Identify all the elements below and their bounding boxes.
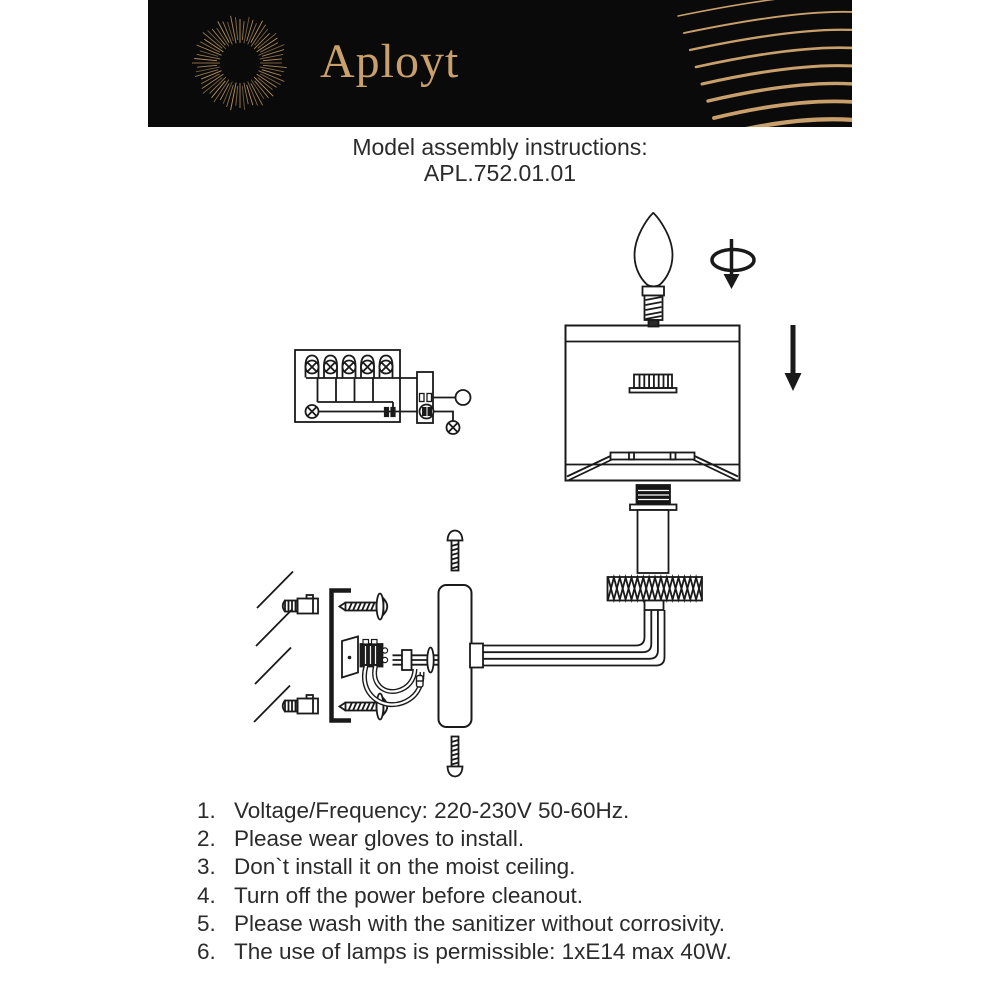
mounting-screw xyxy=(340,694,388,720)
instruction-item xyxy=(197,853,732,881)
instruction-number: 1. xyxy=(197,798,216,823)
instruction-item xyxy=(197,938,732,966)
terminal-block xyxy=(361,640,388,667)
down-arrow-icon xyxy=(785,325,802,391)
instruction-number: 3. xyxy=(197,854,216,880)
wall-anchor xyxy=(283,695,318,714)
rotate-direction-icon xyxy=(712,239,754,289)
screw xyxy=(448,531,463,571)
lamp-arm xyxy=(470,610,665,668)
instruction-item xyxy=(197,910,732,938)
lamp-socket xyxy=(608,485,703,610)
wiring-schematic xyxy=(295,350,471,434)
lampshade xyxy=(566,326,740,481)
instruction-text: Please wear gloves to install. xyxy=(234,826,525,852)
instruction-number: 4. xyxy=(197,882,216,908)
light-bulb xyxy=(635,213,673,327)
wall-plate xyxy=(439,585,472,727)
instruction-number: 2. xyxy=(197,826,216,852)
instruction-number: 6. xyxy=(197,939,216,965)
brand-logo-text: Aployt xyxy=(320,35,460,88)
instruction-text: The use of lamps is permissible: 1xE14 max 40W. xyxy=(234,939,732,965)
threaded-rod xyxy=(393,648,441,673)
instruction-number: 5. xyxy=(197,910,216,936)
model-number: APL.752.01.01 xyxy=(423,160,577,186)
page-title: Model assembly instructions: xyxy=(352,134,648,160)
junction-plate xyxy=(342,637,358,678)
wires xyxy=(364,666,423,705)
mounting-screw xyxy=(340,594,388,620)
instructions-list xyxy=(197,797,732,966)
instruction-text: Don`t install it on the moist ceiling. xyxy=(234,854,576,880)
wall-hatching xyxy=(254,572,293,723)
wall-anchor xyxy=(283,595,318,614)
instruction-item xyxy=(197,882,732,910)
instruction-text: Voltage/Frequency: 220-230V 50-60Hz. xyxy=(234,798,630,823)
instruction-item xyxy=(197,797,732,825)
instruction-text: Turn off the power before cleanout. xyxy=(234,882,583,908)
screw xyxy=(448,737,463,777)
instruction-text: Please wash with the sanitizer without corrosivity. xyxy=(234,910,726,936)
instruction-item xyxy=(197,825,732,853)
